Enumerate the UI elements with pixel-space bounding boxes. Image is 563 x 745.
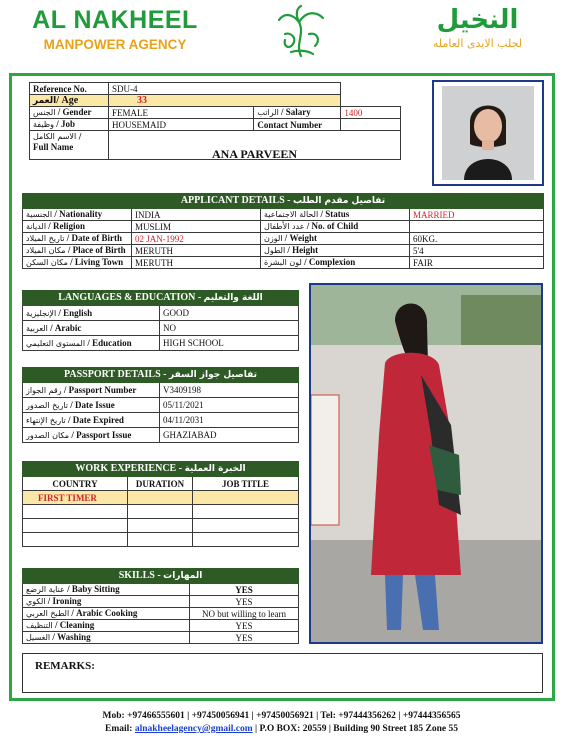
email-label: Email: bbox=[105, 724, 133, 734]
table-row bbox=[23, 491, 299, 505]
contact-label: Contact Number bbox=[254, 119, 341, 131]
date-expired-value: 04/11/2031 bbox=[160, 413, 299, 428]
nationality-value: INDIA bbox=[132, 209, 261, 221]
living-town-label: مكان السكن / Living Town bbox=[23, 257, 132, 269]
gender-value: FEMALE bbox=[109, 107, 254, 119]
work-experience-table bbox=[22, 461, 299, 547]
status-label: الحالة الاجتماعية / Status bbox=[261, 209, 410, 221]
washing-value: YES bbox=[190, 632, 299, 644]
languages-header: LANGUAGES & EDUCATION - اللغة والتعليم bbox=[23, 291, 299, 306]
passport-number-value: V3409198 bbox=[160, 383, 299, 398]
table-row bbox=[23, 533, 299, 547]
weight-value: 60KG. bbox=[410, 233, 544, 245]
footer-phones: Mob: +97466555601 | +97450056941 | +97450056921 | Tel: +97444356262 | +97444356565 bbox=[102, 711, 461, 721]
footer-address: | P.O BOX: 20559 | Building 90 Street 185 Zone 55 bbox=[255, 724, 458, 734]
footer bbox=[0, 710, 563, 736]
complexion-label: لون البشرة / Complexion bbox=[261, 257, 410, 269]
remarks-box bbox=[22, 653, 543, 693]
brand-english bbox=[10, 6, 220, 54]
date-expired-label: تاريخ الإنتهاء / Date Expired bbox=[23, 413, 160, 428]
baby-sitting-value: YES bbox=[190, 584, 299, 596]
complexion-value: FAIR bbox=[410, 257, 544, 269]
age-label: العمر/ Age bbox=[30, 95, 109, 107]
table-row bbox=[23, 519, 299, 533]
email-link[interactable]: alnakheelagency@gmail.com bbox=[134, 724, 253, 734]
applicant-details-header: APPLICANT DETAILS - تفاصيل مقدم الطلب bbox=[23, 194, 544, 209]
dob-label: تاريخ الميلاد / Date of Birth bbox=[23, 233, 132, 245]
height-value: 5'4 bbox=[410, 245, 544, 257]
religion-value: MUSLIM bbox=[132, 221, 261, 233]
dob-value: 02 JAN-1992 bbox=[132, 233, 261, 245]
footer-contact bbox=[0, 723, 563, 736]
arabic-label: العربية / Arabic bbox=[23, 321, 160, 336]
cleaning-value: YES bbox=[190, 620, 299, 632]
skills-header: SKILLS - المهارات bbox=[23, 569, 299, 584]
brand-name: AL NAKHEEL bbox=[32, 6, 198, 34]
brand-subtitle-arabic: لجلب الايدى العامله bbox=[432, 37, 523, 50]
education-label: المستوى التعليمي / Education bbox=[23, 336, 160, 351]
brand-subtitle: MANPOWER AGENCY bbox=[43, 37, 187, 52]
education-value: HIGH SCHOOL bbox=[160, 336, 299, 351]
reference-label: Reference No. bbox=[30, 83, 109, 95]
arabic-value: NO bbox=[160, 321, 299, 336]
salary-value: 1400 bbox=[341, 107, 401, 119]
living-town-value: MERUTH bbox=[132, 257, 261, 269]
passport-issue-label: مكان الصدور / Passport Issue bbox=[23, 428, 160, 443]
fullname-label: الاسم الكامل / Full Name bbox=[30, 131, 109, 160]
passport-details-table bbox=[22, 367, 299, 443]
brand-arabic bbox=[400, 4, 555, 52]
children-label: عدد الأطفال / No. of Child bbox=[261, 221, 410, 233]
washing-label: الغسيل / Washing bbox=[23, 632, 190, 644]
col-country: COUNTRY bbox=[23, 477, 128, 491]
skills-table bbox=[22, 568, 299, 644]
weight-label: الوزن / Weight bbox=[261, 233, 410, 245]
col-job-title: JOB TITLE bbox=[193, 477, 299, 491]
children-value bbox=[410, 221, 544, 233]
job-value: HOUSEMAID bbox=[109, 119, 254, 131]
birthplace-label: مكان الميلاد / Place of Birth bbox=[23, 245, 132, 257]
reference-value: SDU-4 bbox=[109, 83, 341, 95]
date-issue-label: تاريخ الصدور / Date Issue bbox=[23, 398, 160, 413]
languages-education-table bbox=[22, 290, 299, 351]
brand-name-arabic: النخيل bbox=[436, 5, 519, 35]
status-value: MARRIED bbox=[410, 209, 544, 221]
passport-number-label: رقم الجواز / Passport Number bbox=[23, 383, 160, 398]
applicant-details-table bbox=[22, 193, 544, 269]
contact-value bbox=[341, 119, 401, 131]
salary-label: الراتب / Salary bbox=[254, 107, 341, 119]
palm-calligraphy-logo-icon bbox=[271, 4, 331, 60]
date-issue-value: 05/11/2021 bbox=[160, 398, 299, 413]
table-row bbox=[23, 505, 299, 519]
ironing-label: الكوي / Ironing bbox=[23, 596, 190, 608]
full-length-photo-illustration bbox=[311, 285, 541, 642]
gender-label: الجنس / Gender bbox=[30, 107, 109, 119]
portrait-photo bbox=[432, 80, 544, 186]
baby-sitting-label: عناية الرضع / Baby Sitting bbox=[23, 584, 190, 596]
arabic-cooking-value: NO but willing to learn bbox=[190, 608, 299, 620]
ironing-value: YES bbox=[190, 596, 299, 608]
height-label: الطول / Height bbox=[261, 245, 410, 257]
nationality-label: الجنسية / Nationality bbox=[23, 209, 132, 221]
english-value: GOOD bbox=[160, 306, 299, 321]
job-label: وظيفة / Job bbox=[30, 119, 109, 131]
fullname-value: ANA PARVEEN bbox=[109, 131, 401, 160]
portrait-photo-illustration bbox=[434, 82, 542, 184]
age-value: 33 bbox=[109, 95, 341, 107]
remarks-label: REMARKS: bbox=[35, 660, 95, 672]
work-experience-header: WORK EXPERIENCE - الخبرة العملية bbox=[23, 462, 299, 477]
first-timer-cell: FIRST TIMER bbox=[23, 491, 128, 505]
religion-label: الديانة / Religion bbox=[23, 221, 132, 233]
arabic-cooking-label: الطبخ العربي / Arabic Cooking bbox=[23, 608, 190, 620]
top-info-table bbox=[29, 82, 401, 160]
english-label: الإنجليزية / English bbox=[23, 306, 160, 321]
cleaning-label: التنظيف / Cleaning bbox=[23, 620, 190, 632]
full-length-photo bbox=[309, 283, 543, 644]
birthplace-value: MERUTH bbox=[132, 245, 261, 257]
passport-header: PASSPORT DETAILS - تفاصيل جواز السفر bbox=[23, 368, 299, 383]
col-duration: DURATION bbox=[128, 477, 193, 491]
passport-issue-value: GHAZIABAD bbox=[160, 428, 299, 443]
